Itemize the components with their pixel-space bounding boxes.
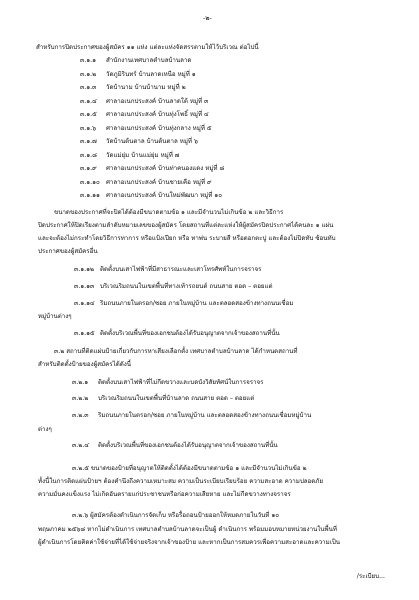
item-number: ๓.๑.๑: [80, 57, 97, 64]
item-text: สำนักงานเทศบาลตำบลบ้านลาด: [106, 57, 192, 64]
sign-location-item: [72, 412, 311, 420]
item-number: ๓.๑.๑๑: [80, 192, 100, 199]
item-text: ติดตั้งบนเสาไฟฟ้าที่ไม่กีดขวางและบดบังวิสัยทัศน์ในการจราจร: [98, 379, 264, 386]
item-text: ศาลาอเนกประสงค์ บ้านชายเคือ หมู่ที่ ๙: [106, 178, 212, 186]
item-number: ๓.๑.๑๓: [74, 283, 95, 290]
poster-location-item: [74, 300, 293, 308]
item-number: ๓.๑.๔: [80, 97, 97, 105]
poster-location-item: [74, 283, 273, 291]
item-text: ศาลาอเนกประสงค์ บ้านทุ่งกลาง หมู่ที่ ๕: [106, 124, 212, 132]
item-text: ริมถนนภายในตรอก/ซอย ภายในหมู่บ้าน และตลอดสองข้างทางถนนเชื่อมหมู่บ้าน: [98, 412, 312, 419]
item-number: ๓.๒.๔: [72, 442, 89, 449]
item-number: ๓.๒.๓: [72, 412, 89, 419]
location-item: [80, 71, 196, 79]
paragraph-line: ประกาศของผู้สมัครอื่น: [38, 248, 98, 255]
paragraph-line: พฤษภาคม ๒๕๖๘ หากไม่ดำเนินการ เทศบาลตำบลบ้านลาดจะเป็นผู้ ดำเนินการ พร้อมมอบหมายหน่วยงานในพื้นที่: [38, 526, 337, 533]
sign-location-item: [72, 442, 278, 450]
paragraph-line: ๓.๒.๖ ผู้สมัครต้องดำเนินการจัดเก็บ หรือรื้อถอนป้ายออกให้หมดภายในวันที่ ๑๐: [72, 512, 280, 519]
item-text: ติดตั้งบริเวณพื้นที่ของเอกชนต้องได้รับอนุญาตจากเจ้าของสถานที่นั้น: [100, 330, 280, 337]
paragraph-line: ทั้งนี้ในการติดแผ่นป้ายฯ ต้องคำนึงถึงความเหมาะสม ความเป็นระเบียบเรียบร้อย ความสะอาด ความปลอดภัย: [38, 478, 323, 485]
item-text: ศาลาอเนกประสงค์ บ้านลาดใต้ หมู่ที่ ๓: [106, 97, 209, 105]
item-number: ๓.๒.๒: [72, 395, 89, 402]
item-text: บริเวณริมถนนในเขตพื้นที่บ้านลาด ถนนสาย ตอด – ตอยแต่: [98, 395, 255, 402]
item-number: ๓.๑.๗: [80, 138, 97, 145]
sign-location-item: [72, 379, 263, 387]
location-item: [80, 192, 222, 200]
poster-location-item: [74, 330, 280, 338]
continuation-note: /ระเบียบ...: [356, 573, 385, 580]
item-number: ๓.๑.๑๐: [80, 178, 100, 186]
item-text: ศาลาอเนกประสงค์ บ้านท่าคนองแดง หมู่ที่ ๘: [106, 165, 225, 172]
item-text: วัดแม่ยุ่ม บ้านแม่ยุ่ม หมู่ที่ ๗: [106, 151, 180, 159]
location-item: [80, 179, 212, 187]
item-number: ๓.๑.๘: [80, 151, 97, 159]
paragraph-line: ผู้ดำเนินการโดยคิดค่าใช้จ่ายที่ได้ใช้จ่ายจริงจากเจ้าของป้าย และหากเป็นการสมควรเพื่อความสะอาดและความเป็น: [38, 539, 341, 546]
item-number: ๓.๑.๓: [80, 84, 97, 91]
intro-line: สำหรับการปิดประกาศของผู้สมัคร ๑๑ แห่ง แต่ละแห่งจัดสรรตามให้ไว้บริเวณ ต่อไปนี้: [36, 44, 259, 51]
location-item: [80, 138, 198, 146]
item-text: ติดตั้งบนเสาไฟฟ้าที่มีสาธารณะและเสาโทรศัพท์ในการจราจร: [100, 266, 262, 273]
item-continuation: ต่างๆ: [38, 426, 52, 433]
paragraph-line: และจะต้องไม่กระทำโดยวิธีการทาการ หรือแป้งเปียก หรือ ทาพ่น ระบายสี หรือตอกตะปู และต้องไม่ปิดทับ ซ้อนทับ: [38, 235, 336, 242]
item-text: บริเวณริมถนนในเขตพื้นที่ทางเท้ารถยนต์ ถนนสาย ตอด – ตอยแต่: [100, 283, 273, 290]
poster-location-item: [74, 266, 261, 274]
item-text: วัดบ้านต้นตาล บ้านต้นตาล หมู่ที่ ๖: [106, 138, 198, 145]
section-heading-line: สำหรับติดตั้งป้ายของผู้สมัครได้ดังนี้: [38, 361, 131, 368]
item-number: ๓.๑.๑๕: [74, 330, 95, 337]
item-number: ๓.๑.๑๔: [74, 300, 95, 307]
item-text: ศาลาอเนกประสงค์ บ้านใหม่พัฒนา หมู่ที่ ๑๐: [106, 192, 223, 199]
paragraph-line: ความมั่นคงแข็งแรง ไม่เกิดอันตรายแก่ประชาชนหรือก่อความเสียหาย และไม่กีดขวางทางจราจร: [38, 491, 291, 498]
item-continuation: หมู่บ้านต่างๆ: [38, 313, 72, 320]
location-item: [80, 152, 179, 160]
location-item: [80, 165, 224, 173]
item-text: ศาลาอเนกประสงค์ บ้านทุ่งโพธิ์ หมู่ที่ ๔: [106, 111, 209, 118]
item-text: วัดภูมิรินทร์ บ้านลาดเหนือ หมู่ที่ ๑: [106, 70, 196, 78]
page-number: -๒-: [203, 14, 212, 22]
location-item: [80, 125, 212, 133]
item-text: ริมถนนภายในตรอก/ซอย ภายในหมู่บ้าน และตลอดสองข้างทางถนนเชื่อม: [100, 300, 294, 307]
item-text: วัดบ้านาม บ้านบ้านาม หมู่ที่ ๒: [106, 84, 186, 91]
location-item: [80, 111, 209, 119]
paragraph-line: ๓.๒.๕ ขนาดของป้ายที่อนุญาตให้ติดตั้งได้ต้องมีขนาดตามข้อ ๑ และมีจำนวนไม่เกินข้อ ๒: [72, 465, 307, 472]
item-number: ๓.๑.๖: [80, 124, 97, 132]
section-heading-line: ๓.๒ สถานที่ติดแผ่นป้ายเกี่ยวกับการหาเสียงเลือกตั้ง เทศบาลตำบลบ้านลาด ได้กำหนดสถานที่: [54, 348, 298, 355]
item-number: ๓.๑.๙: [80, 165, 97, 172]
item-number: ๓.๑.๒: [80, 70, 97, 78]
item-number: ๓.๑.๕: [80, 111, 97, 118]
item-number: ๓.๑.๑๒: [74, 266, 95, 273]
paragraph-line: ปิดประกาศให้ปิดเรียงตามลำดับหมายเลขของผู้สมัคร โดยสถานที่แต่ละแห่งให้ผู้สมัครปิดประกาศได้คนละ ๑ แผ่น: [38, 222, 334, 229]
location-item: [80, 98, 208, 106]
paragraph-line: ขนาดของประกาศที่จะปิดได้ต้องมีขนาดตามข้อ ๑ และมีจำนวนไม่เกินข้อ ๒ และวิธีการ: [54, 209, 284, 216]
location-item: [80, 84, 186, 92]
item-number: ๓.๒.๑: [72, 379, 89, 386]
location-item: [80, 57, 191, 65]
sign-location-item: [72, 395, 254, 403]
item-text: ติดตั้งบริเวณพื้นที่ของเอกชนต้องได้รับอนุญาตจากเจ้าของสถานที่นั้น: [98, 442, 278, 449]
